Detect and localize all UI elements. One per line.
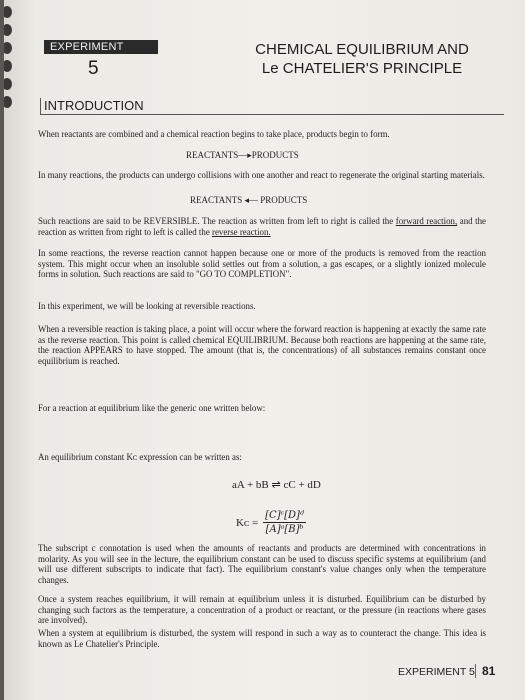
binding-hole <box>4 24 12 36</box>
experiment-label: EXPERIMENT <box>44 40 158 54</box>
kc-fraction <box>263 510 306 535</box>
paragraph-3-text-a: Such reactions are said to be REVERSIBLE. The reaction as written from left to right is called the <box>38 216 396 226</box>
paragraph-5: In this experiment, we will be looking at reversible reactions. <box>38 301 256 311</box>
paragraph-1: When reactants are combined and a chemical reaction begins to take place, products begin to form. <box>38 129 390 139</box>
kc-expression <box>236 510 306 535</box>
paragraph-9: The subscript c connotation is used when the amounts of reactants and products are determined with concentrations in molarity. As you will see in the lecture, the equilibrium constant can be used to discuss specific systems at equilibrium (and will use different subscripts to indicate that fact). The equilibrium constant's value changes only when the temperature changes. <box>38 543 486 585</box>
kc-numerator: [C]ᶜ[D]ᵈ <box>265 510 304 521</box>
reverse-reaction-term: reverse reaction. <box>212 226 271 237</box>
binding-hole <box>4 78 12 90</box>
paragraph-3-text-b: and the reaction as written from right to left is called the <box>38 216 486 237</box>
section-heading: INTRODUCTION <box>40 98 504 115</box>
chapter-title-line2: Le CHATELIER'S PRINCIPLE <box>261 60 463 77</box>
paragraph-10: Once a system reaches equilibrium, it will remain at equilibrium unless it is disturbed. Equilibrium can be disturbed by changing such factors as the temperature, a concentration of a product or reactant, or the pressure (in reactions where gases are involved). <box>38 594 486 626</box>
binding-hole <box>4 6 12 18</box>
binding-hole <box>4 96 12 108</box>
paragraph-2: In many reactions, the products can undergo collisions with one another and react to regenerate the original starting materials. <box>38 170 485 180</box>
binding-hole <box>4 60 12 72</box>
paragraph-6: When a reversible reaction is taking place, a point will occur where the forward reaction is happening at exactly the same rate as the reverse reaction. This point is called chemical EQUILIBRIUM. Because both reactions are happening at the same rate, the reaction APPEARS to have stopped. The amount (that is, the concentrations) of all substances remains constant once equilibrium is reached. <box>38 324 486 366</box>
forward-equation: REACTANTS—▸PRODUCTS <box>186 150 299 160</box>
binding-hole <box>4 42 12 54</box>
binding-holes <box>4 0 22 700</box>
footer-experiment-label: EXPERIMENT 5 <box>398 666 475 678</box>
forward-reaction-term: forward reaction, <box>395 216 458 226</box>
paragraph-8: An equilibrium constant Kᴄ expression can be written as: <box>38 452 242 462</box>
paragraph-11: When a system at equilibrium is disturbed, the system will respond in such a way as to counteract the change. This idea is known as Le Chatelier's Principle. <box>38 628 486 649</box>
textbook-page <box>4 0 525 700</box>
chapter-title <box>242 40 482 78</box>
generic-equilibrium-equation: aA + bB ⇌ cC + dD <box>232 479 321 491</box>
paragraph-4: In some reactions, the reverse reaction cannot happen because one or more of the products is removed from the reaction system. This might occur when an insoluble solid settles out from a solution, a gas escapes, or a slightly ionized molecule forms in solution. Such reactions are said to "GO TO COMPLETION". <box>38 248 486 280</box>
paragraph-3 <box>38 216 486 237</box>
experiment-number: 5 <box>88 58 99 79</box>
paragraph-7: For a reaction at equilibrium like the generic one written below: <box>38 403 266 413</box>
kc-denominator: [A]ᵃ[B]ᵇ <box>265 524 304 535</box>
chapter-title-line1: CHEMICAL EQUILIBRIUM AND <box>255 41 469 58</box>
reverse-equation: REACTANTS ◂— PRODUCTS <box>190 195 308 205</box>
page-number: 81 <box>475 664 495 678</box>
kc-lhs: Kᴄ = <box>236 516 259 529</box>
